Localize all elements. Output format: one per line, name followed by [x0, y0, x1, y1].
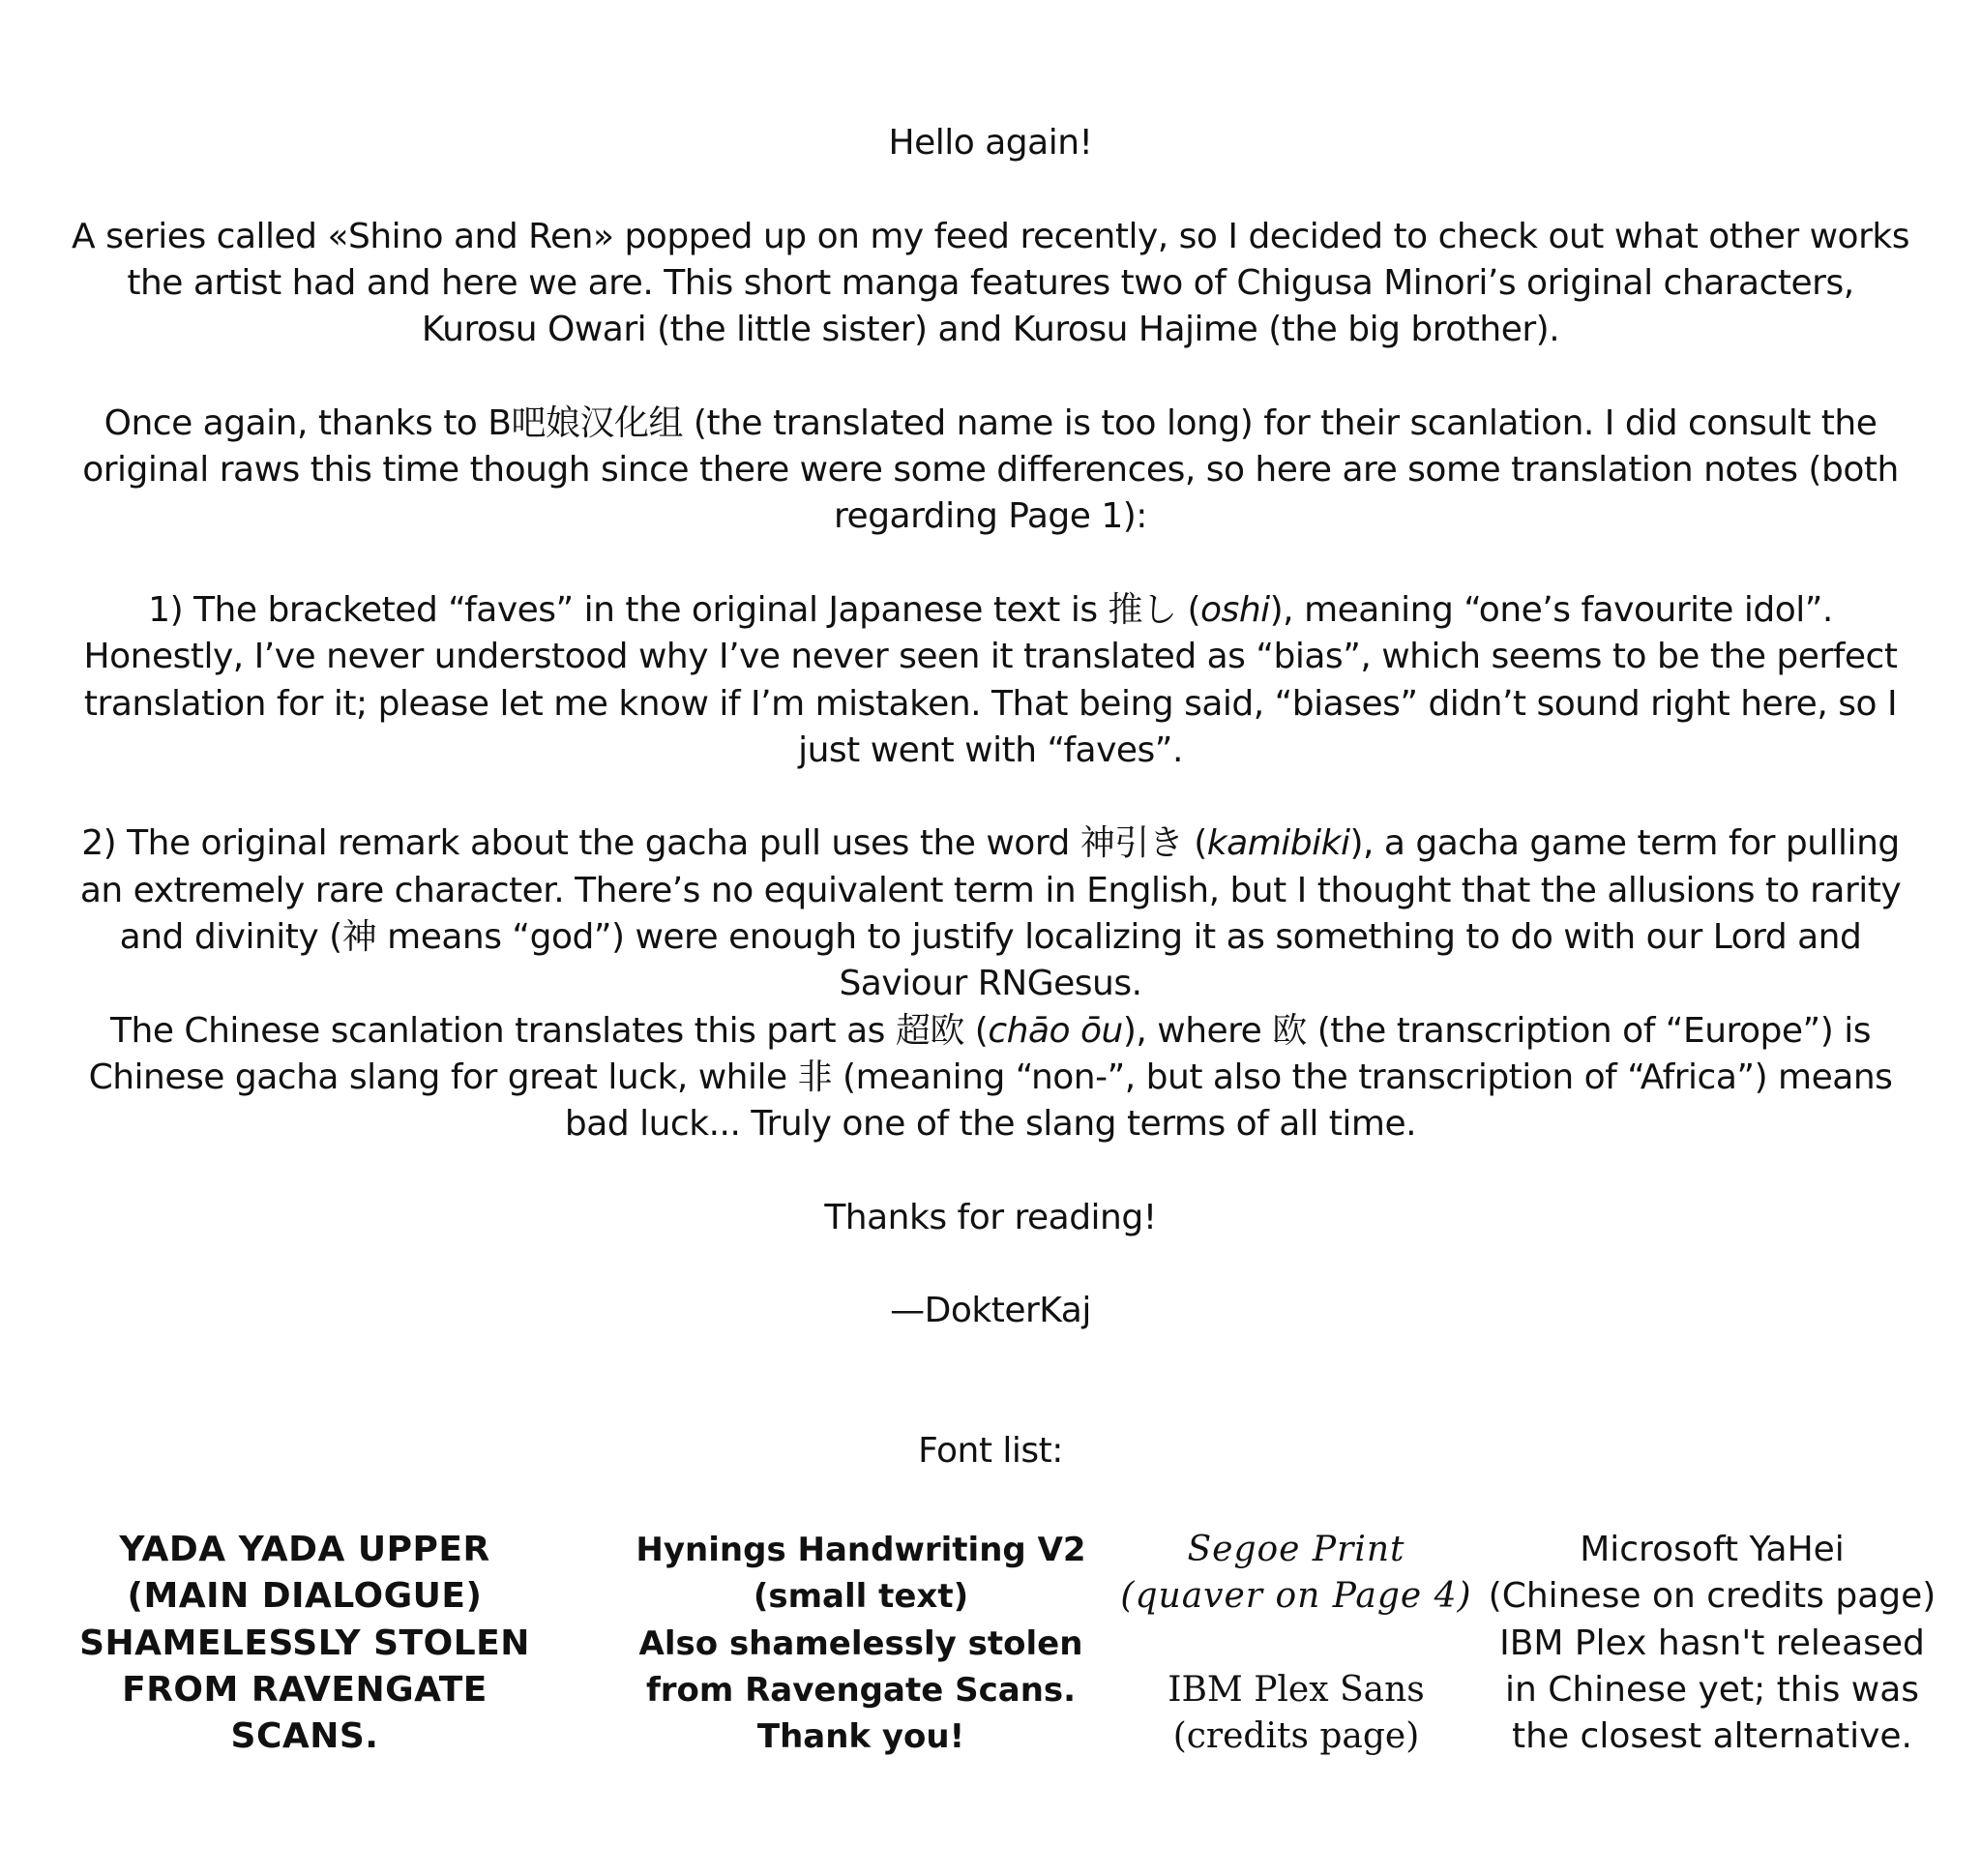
- font-line: (small text): [753, 1577, 969, 1617]
- font-list-column-1: [58, 1527, 551, 1760]
- font-line: IBM Plex hasn't released: [1499, 1623, 1925, 1663]
- font-line: Hynings Handwriting V2: [636, 1531, 1086, 1569]
- font-line: in Chinese yet; this was: [1504, 1669, 1920, 1710]
- font-line: SHAMELESSLY STOLEN: [79, 1623, 530, 1663]
- font-line: (credits page): [1172, 1716, 1420, 1757]
- font-line: YADA YADA UPPER: [119, 1530, 490, 1569]
- font-line: Also shamelessly stolen: [638, 1623, 1083, 1663]
- font-line: (quaver on Page 4): [1120, 1576, 1472, 1617]
- font-line: Microsoft YaHei: [1580, 1530, 1845, 1569]
- translation-note-1: 1) The bracketed “faves” in the original Japanese text is 推し (oshi), meaning “one’s favourite idol”. Honestly, I’ve never understood why I’ve never seen it translated as “bias”, which seems to be the perfect translation for it; please let me know if I’m mistaken. That being said, “biases” didn’t sound right here, so I just went with “faves”.: [83, 589, 1898, 770]
- font-line: SCANS.: [230, 1716, 379, 1757]
- font-list-title: Font list:: [918, 1430, 1063, 1471]
- font-line: (MAIN DIALOGUE): [127, 1576, 483, 1617]
- font-line: the closest alternative.: [1512, 1716, 1912, 1757]
- font-line: Segoe Print: [1187, 1530, 1405, 1569]
- font-list: [58, 1527, 1937, 1759]
- font-list-column-4: [1461, 1527, 1964, 1760]
- font-line: FROM RAVENGATE: [122, 1669, 488, 1710]
- signature: —DokterKaj: [890, 1291, 1091, 1331]
- translation-note-2: 2) The original remark about the gacha pull uses the word 神引き (kamibiki), a gacha game term for pulling an extremely rare character. There’s no equivalent term in English, but I thought that the allusions to rarity and divinity (神 means “god”) were enough to justify localizing it as something to do with our Lord and Saviour RNGesus.: [79, 823, 1902, 1004]
- thanks-scanlation-paragraph: Once again, thanks to B吧娘汉化组 (the translated name is too long) for their scanlation. I did consult the original raws this time though since there were some differences, so here are some translation notes (both regarding Page 1):: [82, 402, 1899, 537]
- intro-paragraph: A series called «Shino and Ren» popped up on my feed recently, so I decided to check out what other works the artist had and here we are. This short manga features two of Chigusa Minori’s original characters, Kurosu Owari (the little sister) and Kurosu Hajime (the big brother).: [72, 216, 1909, 350]
- font-line: (Chinese on credits page): [1488, 1576, 1937, 1617]
- greeting: Hello again!: [888, 123, 1093, 163]
- translation-note-2-chinese: The Chinese scanlation translates this part as 超欧 (chāo ōu), where 欧 (the transcription of “Europe”) is Chinese gacha slang for great luck, while 非 (meaning “non-”, but also the transcription of “Africa”) means bad luck... Truly one of the slang terms of all time.: [88, 1010, 1893, 1145]
- translator-note: [68, 120, 1913, 1474]
- font-line: IBM Plex Sans: [1168, 1669, 1425, 1710]
- font-line: Thank you!: [756, 1717, 965, 1757]
- font-line: from Ravengate Scans.: [645, 1670, 1077, 1710]
- thanks-for-reading: Thanks for reading!: [824, 1197, 1157, 1237]
